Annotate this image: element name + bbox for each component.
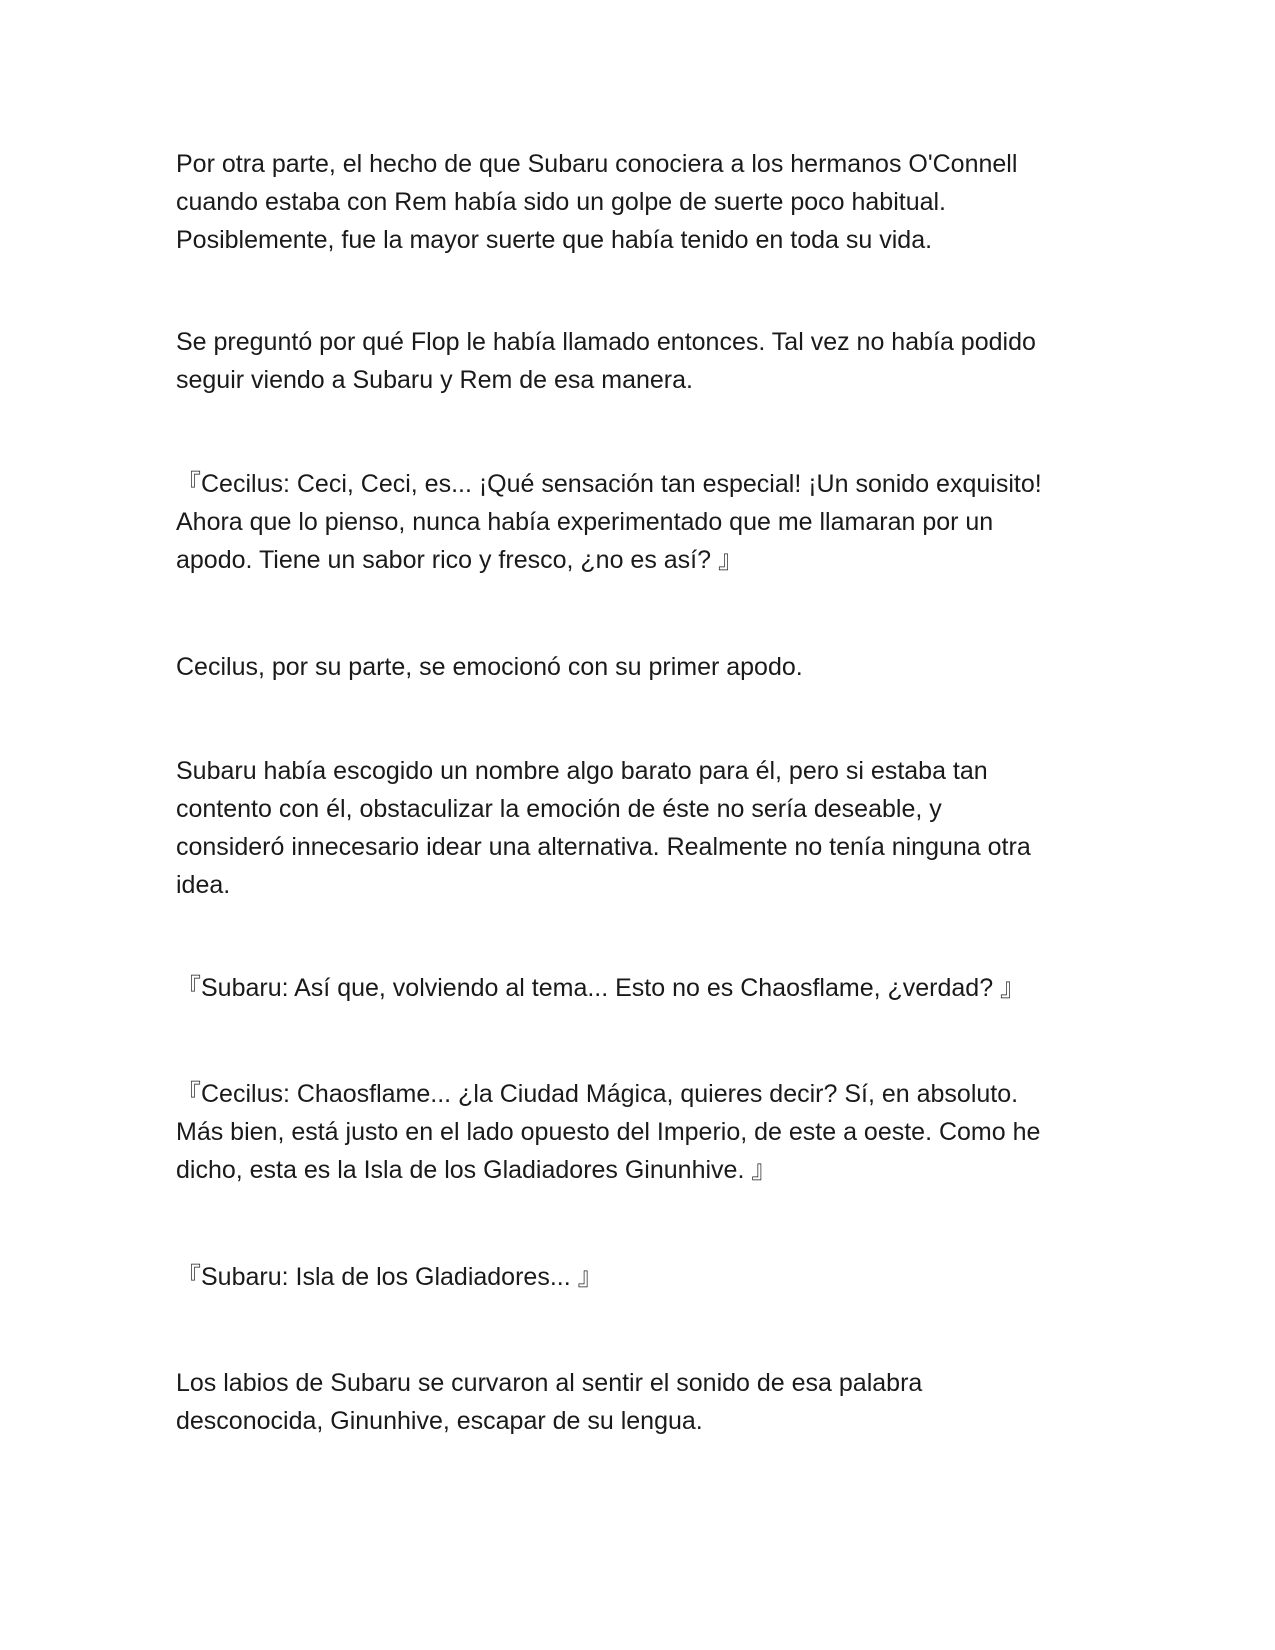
paragraph-cecilus-excited: Cecilus, por su parte, se emocionó con su primer apodo. <box>176 653 803 681</box>
dialog-cecilus-nickname: 『Cecilus: Ceci, Ceci, es... ¡Qué sensación tan especial! ¡Un sonido exquisito! Ahora que lo pienso, nunca había experimentado que me llamaran por un apodo. Tiene un sabor rico y fresco, ¿no es así? 』 <box>176 470 1042 574</box>
dialog-cecilus-ginunhive: 『Cecilus: Chaosflame... ¿la Ciudad Mágica, quieres decir? Sí, en absoluto. Más bien, está justo en el lado opuesto del Imperio, de este a oeste. Como he dicho, esta es la Isla de los Gladiadores Ginunhive. 』 <box>176 1080 1041 1184</box>
paragraph-flop-question: Se preguntó por qué Flop le había llamado entonces. Tal vez no había podido seguir viendo a Subaru y Rem de esa manera. <box>176 328 1036 394</box>
paragraph-oconnell-luck: Por otra parte, el hecho de que Subaru conociera a los hermanos O'Connell cuando estaba con Rem había sido un golpe de suerte poco habitual. Posiblemente, fue la mayor suerte que había tenido en toda su vida. <box>176 150 1018 254</box>
dialog-subaru-gladiators: 『Subaru: Isla de los Gladiadores... 』 <box>176 1263 603 1291</box>
paragraph-subaru-lips: Los labios de Subaru se curvaron al sentir el sonido de esa palabra desconocida, Ginunhive, escapar de su lengua. <box>176 1369 923 1435</box>
dialog-subaru-chaosflame: 『Subaru: Así que, volviendo al tema... Esto no es Chaosflame, ¿verdad? 』 <box>176 974 1026 1002</box>
paragraph-subaru-name-choice: Subaru había escogido un nombre algo barato para él, pero si estaba tan contento con él, obstaculizar la emoción de éste no sería deseable, y consideró innecesario idear una alternativa. Realmente no tenía ninguna otra idea. <box>176 757 1031 899</box>
